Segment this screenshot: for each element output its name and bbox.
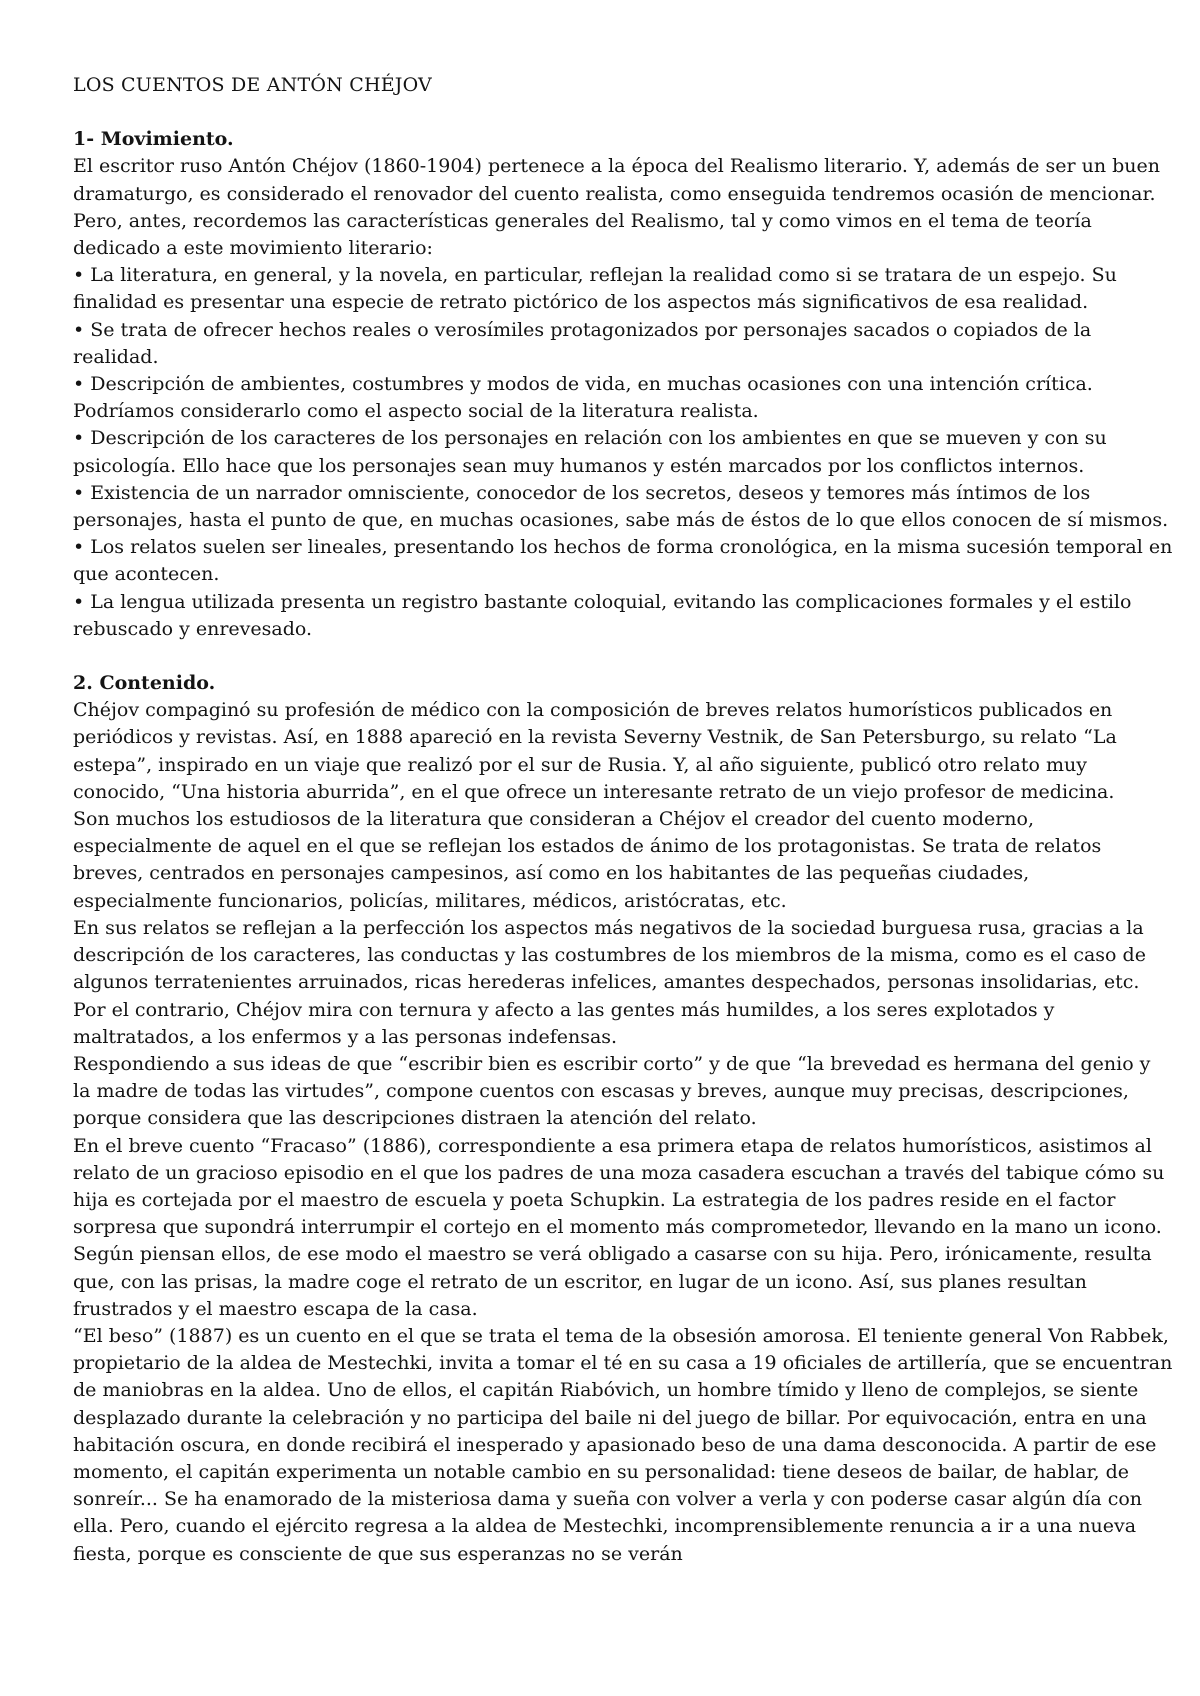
document-title: LOS CUENTOS DE ANTÓN CHÉJOV [73, 74, 432, 96]
section-intro-paragraph: El escritor ruso Antón Chéjov (1860-1904) pertenece a la época del Realismo literario. Y, además de ser un buen dramaturgo, es considerado el renovador del cuento realista, como enseguida tendremos ocasión de mencionar. Pero, antes, recordemos las características generales del Realismo, tal y como vimos en el tema de teoría dedicado a este movimiento literario: [73, 155, 1160, 260]
section-movimiento [73, 126, 1173, 643]
body-paragraph: En sus relatos se reflejan a la perfección los aspectos más negativos de la sociedad burguesa rusa, gracias a la descripción de los caracteres, las conductas y las costumbres de los miembros de la misma, como es el caso de algunos terratenientes arruinados, ricas herederas infelices, amantes despechados, personas insolidarias, etc. Por el contrario, Chéjov mira con ternura y afecto a las gentes más humildes, a los seres explotados y maltratados, a los enfermos y a las personas indefensas. [73, 916, 1146, 1048]
bullet-item: • Descripción de los caracteres de los personajes en relación con los ambientes en que se mueven y con su psicología. Ello hace que los personajes sean muy humanos y estén marcados por los conflictos internos. [73, 427, 1107, 477]
body-paragraph: Son muchos los estudiosos de la literatura que consideran a Chéjov el creador del cuento moderno, especialmente de aquel en el que se reflejan los estados de ánimo de los protagonistas. Se trata de relatos breves, centrados en personajes campesinos, así como en los habitantes de las pequeñas ciudades, especialmente funcionarios, policías, militares, médicos, aristócratas, etc. [73, 808, 1102, 912]
bullet-item: • La literatura, en general, y la novela, en particular, reflejan la realidad como si se tratara de un espejo. Su finalidad es presentar una especie de retrato pictórico de los aspectos más significativos de esa realidad. [73, 264, 1117, 314]
body-paragraph: Chéjov compaginó su profesión de médico con la composición de breves relatos humorísticos publicados en periódicos y revistas. Así, en 1888 apareció en la revista Severny Vestnik, de San Petersburgo, su relato “La estepa”, inspirado en un viaje que realizó por el sur de Rusia. Y, al año siguiente, publicó otro relato muy conocido, “Una historia aburrida”, en el que ofrece un interesante retrato de un viejo profesor de medicina. [73, 699, 1117, 803]
bullet-item: • Descripción de ambientes, costumbres y modos de vida, en muchas ocasiones con una intención crítica. Podríamos considerarlo como el aspecto social de la literatura realista. [73, 373, 1093, 423]
section-heading: 1- Movimiento. [73, 128, 234, 151]
bullet-item: • La lengua utilizada presenta un registro bastante coloquial, evitando las complicaciones formales y el estilo rebuscado y enrevesado. [73, 590, 1132, 640]
bullet-item: • Se trata de ofrecer hechos reales o verosímiles protagonizados por personajes sacados o copiados de la realidad. [73, 318, 1092, 368]
body-paragraph: En el breve cuento “Fracaso” (1886), correspondiente a esa primera etapa de relatos humorísticos, asistimos al relato de un gracioso episodio en el que los padres de una moza casadera escuchan a través del tabique cómo su hija es cortejada por el maestro de escuela y poeta Schupkin. La estrategia de los padres reside en el factor sorpresa que supondrá interrumpir el cortejo en el momento más comprometedor, llevando en la mano un icono. Según piensan ellos, de ese modo el maestro se verá obligado a casarse con su hija. Pero, irónicamente, resulta que, con las prisas, la madre coge el retrato de un escritor, en lugar de un icono. Así, sus planes resultan frustrados y el maestro escapa de la casa. [73, 1134, 1165, 1320]
document-page [73, 72, 1173, 1568]
body-paragraph: Respondiendo a sus ideas de que “escribir bien es escribir corto” y de que “la brevedad es hermana del genio y la madre de todas las virtudes”, compone cuentos con escasas y breves, aunque muy precisas, descripciones, porque considera que las descripciones distraen la atención del relato. [73, 1052, 1151, 1130]
bullet-item: • Existencia de un narrador omnisciente, conocedor de los secretos, deseos y temores más íntimos de los personajes, hasta el punto de que, en muchas ocasiones, sabe más de éstos de lo que ellos conocen de sí mismos. [73, 481, 1169, 532]
body-paragraph: “El beso” (1887) es un cuento en el que se trata el tema de la obsesión amorosa. El teniente general Von Rabbek, propietario de la aldea de Mestechki, invita a tomar el té en su casa a 19 oficiales de artillería, que se encuentran de maniobras en la aldea. Uno de ellos, el capitán Riabóvich, un hombre tímido y lleno de complejos, se siente desplazado durante la celebración y no participa del baile ni del juego de billar. Por equivocación, entra en una habitación oscura, en donde recibirá el inesperado y apasionado beso de una dama desconocida. A partir de ese momento, el capitán experimenta un notable cambio en su personalidad: tiene deseos de bailar, de hablar, de sonreír... Se ha enamorado de la misteriosa dama y sueña con volver a verla y con poderse casar algún día con ella. Pero, cuando el ejército regresa a la aldea de Mestechki, incomprensiblemente renuncia a ir a una nueva fiesta, porque es consciente de que sus esperanzas no se verán [73, 1324, 1173, 1565]
bullet-item: • Los relatos suelen ser lineales, presentando los hechos de forma cronológica, en la misma sucesión temporal en que acontecen. [73, 536, 1173, 586]
section-heading: 2. Contenido. [73, 672, 216, 695]
section-contenido [73, 670, 1173, 1568]
